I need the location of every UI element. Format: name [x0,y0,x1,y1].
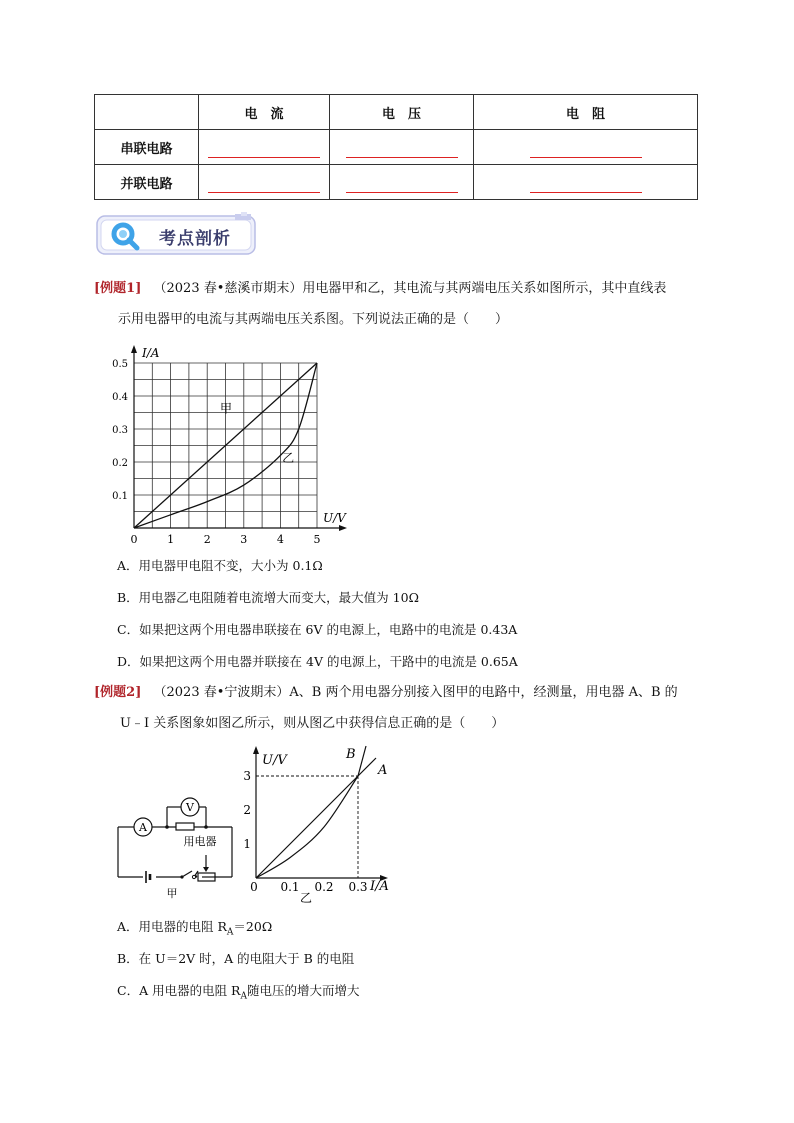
example1-option-d[interactable]: D．如果把这两个用电器并联接在 4V 的电源上，干路中的电流是 0.65A [117,654,518,669]
x-tick-label: 4 [276,533,284,546]
x-tick-label: 5 [313,533,321,546]
example1-line1 [94,279,666,299]
x-tick-label: 3 [240,533,248,546]
y-tick-label: 0.2 [112,458,128,469]
example2-text-line2: U﹣I 关系图象如图乙所示，则从图乙中获得信息正确的是（ ） [120,716,505,731]
section-banner [95,212,259,258]
slider-arrow-icon [203,867,209,872]
x-tick-label: 0.2 [314,880,334,894]
example1-tag: [例题1] [94,281,142,296]
answer-blank[interactable] [199,165,330,200]
chart-axes [253,746,389,894]
resistor-icon [176,823,194,830]
example2-option-c[interactable] [117,981,359,1002]
example2-tag: [例题2] [94,685,142,700]
voltmeter-label: V [186,801,194,814]
banner-title: 考点剖析 [159,229,231,249]
example2-option-a-text: A．用电器的电阻 R [117,919,227,934]
answer-blank[interactable] [199,130,330,165]
table-header-cell: 电 流 [199,95,330,130]
example2-option-a-rest: ＝20Ω [233,919,273,934]
chart-caption: 乙 [299,891,313,904]
table-header-cell [95,95,199,130]
series-label: 甲 [220,401,233,416]
ammeter-label: A [139,821,147,834]
x-tick-label: 0.1 [280,880,300,894]
example2-option-c-rest: 随电压的增大而增大 [246,983,360,998]
example1-option-b[interactable]: B．用电器乙电阻随着电流增大而变大，最大值为 10Ω [117,590,419,605]
summary-table [94,94,698,200]
series-label: A [378,763,388,778]
row-label: 串联电路 [95,130,199,165]
x-tick-label: 0.3 [348,880,368,894]
y-tick-label: 0.5 [112,359,128,370]
example1-text-line1: （2023 春•慈溪市期末）用电器甲和乙，其电流与其两端电压关系如图所示，其中直线表 [153,281,667,296]
table-row [95,165,698,200]
table-header-row [95,95,698,130]
example1-text-line2: 示用电器甲的电流与其两端电压关系图。下列说法正确的是（ ） [118,312,509,327]
y-axis-label: I/A [142,346,160,360]
device-label: 用电器 [183,835,217,848]
magnifier-icon [109,221,145,251]
answer-blank[interactable] [330,165,474,200]
y-axis-arrow-icon [253,746,259,754]
chart-example1 [100,334,360,552]
x-tick-label: 2 [203,533,211,546]
answer-blank[interactable] [474,130,698,165]
y-tick-label: 1 [243,837,251,851]
table-row [95,130,698,165]
example2-option-a[interactable] [117,917,272,938]
example2-option-c-sub: A [240,991,247,1002]
example1-option-c[interactable]: C．如果把这两个用电器串联接在 6V 的电源上，电路中的电流是 0.43A [117,622,518,637]
x-axis-label: I/A [370,879,389,894]
x-tick-label: 0 [130,533,138,546]
y-tick-label: 0.3 [112,425,128,436]
example2-line1 [94,683,678,703]
row-label: 并联电路 [95,165,199,200]
table-header-cell: 电 阻 [474,95,698,130]
x-axis-arrow-icon [339,525,347,531]
series-label: B [346,747,356,762]
x-tick-label: 0 [250,880,258,894]
example2-option-b[interactable]: B．在 U＝2V 时，A 的电阻大于 B 的电阻 [117,951,355,966]
example2-option-a-sub: A [226,927,234,938]
answer-blank[interactable] [330,130,474,165]
answer-blank[interactable] [474,165,698,200]
y-axis-label: U/V [262,753,287,768]
table-header-cell: 电 压 [330,95,474,130]
example2-text-line1: （2023 春•宁波期末）A、B 两个用电器分别接入图甲的电路中，经测量，用电器 A、B 的 [153,685,678,700]
example2-option-c-text: C．A 用电器的电阻 R [117,983,241,998]
circuit-caption: 甲 [166,887,178,900]
series-label: 乙 [282,451,295,465]
chart-example2 [240,742,410,904]
x-axis-label: U/V [323,511,346,525]
y-axis-arrow-icon [131,345,137,353]
y-tick-label: 0.1 [112,491,128,502]
circuit-diagram [110,790,242,900]
example1-option-a[interactable]: A．用电器甲电阻不变，大小为 0.1Ω [117,558,323,573]
y-tick-label: 2 [243,803,251,817]
y-tick-label: 0.4 [112,392,128,403]
x-tick-label: 1 [167,533,175,546]
y-tick-label: 3 [243,769,251,783]
